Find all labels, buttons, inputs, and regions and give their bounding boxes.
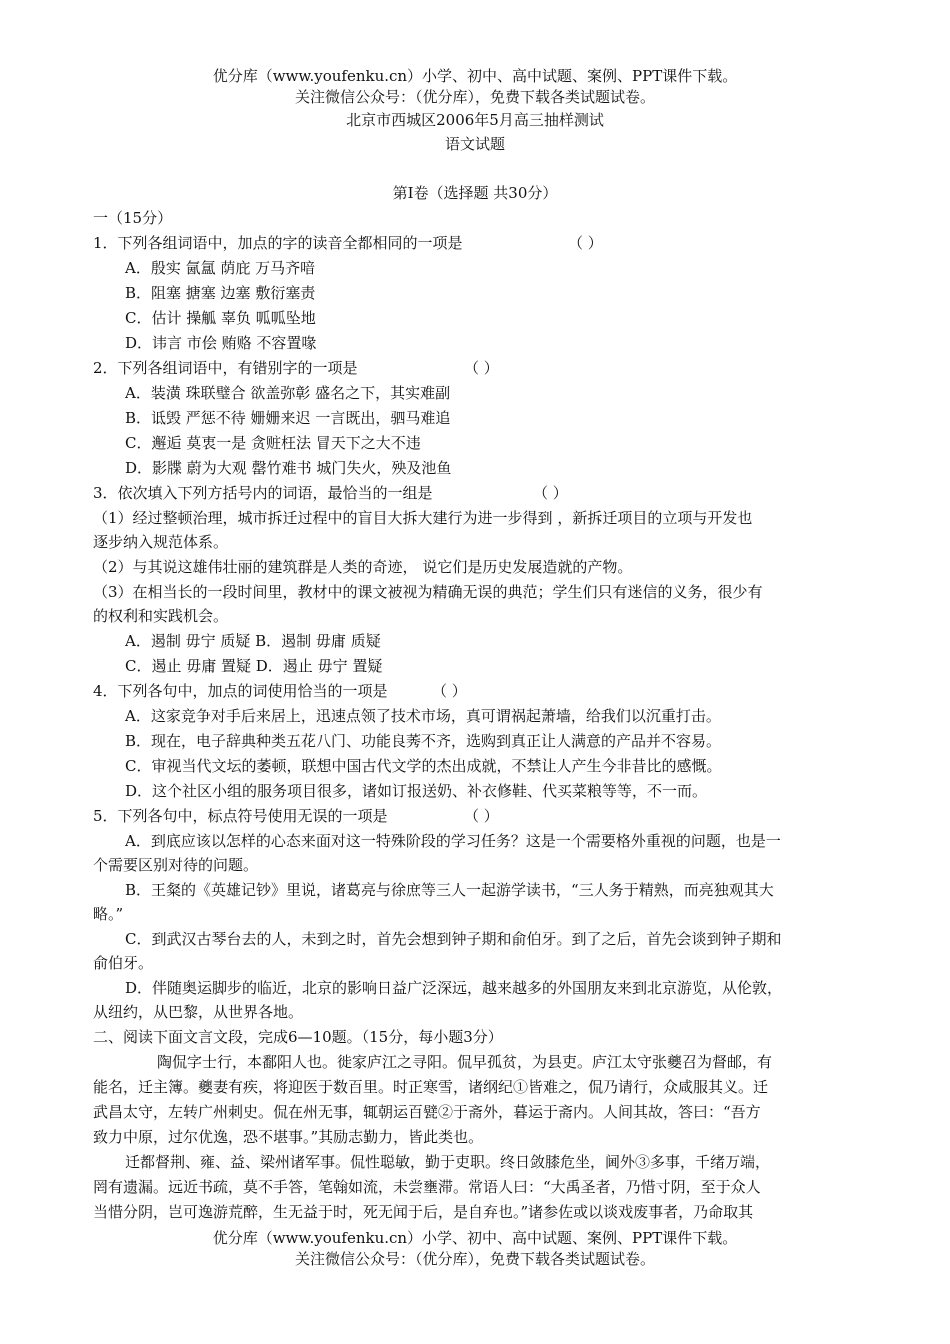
question-4-option-b: B．现在，电子辞典种类五花八门、功能良莠不齐，选购到真正让人满意的产品并不容易。: [125, 732, 722, 750]
question-1-option-d: D．讳言 市侩 贿赂 不容置喙: [125, 334, 317, 352]
question-5-option-c: C．到武汉古琴台去的人，未到之时，首先会想到钟子期和俞伯牙。到了之后，首先会谈到钟子期和: [125, 930, 782, 948]
question-5-option-c-cont: 俞伯牙。: [93, 954, 154, 972]
question-2-bracket: （ ）: [464, 359, 499, 377]
section-title: 第Ⅰ卷（选择题 共30分）: [392, 184, 558, 202]
passage-line: 致力中原，过尔优逸，恐不堪事。”其励志勤力，皆此类也。: [93, 1128, 484, 1146]
question-5-option-a: A．到底应该以怎样的心态来面对这一特殊阶段的学习任务？这是一个需要格外重视的问题，也是一: [125, 832, 781, 850]
question-1-option-c: C．估计 操觚 辜负 呱呱坠地: [125, 309, 316, 327]
part-one-heading: 一（15分）: [93, 209, 173, 227]
question-4-option-c: C．审视当代文坛的萎顿，联想中国古代文学的杰出成就，不禁让人产生今非昔比的感慨。: [125, 757, 722, 775]
question-1-option-a: A．殷实 氤氲 荫庇 万马齐喑: [125, 259, 316, 277]
question-4-option-d: D．这个社区小组的服务项目很多，诸如订报送奶、补衣修鞋、代买菜粮等等，不一而。: [125, 782, 708, 800]
exam-subtitle: 语文试题: [444, 135, 505, 153]
passage-line: 罔有遗漏。远近书疏，莫不手答，笔翰如流，未尝壅滞。常语人曰：“大禹圣者，乃惜寸阴，至于众人: [93, 1178, 761, 1196]
question-3-sentence-3: （3）在相当长的一段时间里，教材中的课文被视为精确无误的典范；学生们只有迷信的义务，很少有: [93, 583, 763, 601]
passage-line: 陶侃字士行，本鄱阳人也。徙家庐江之寻阳。侃早孤贫，为县吏。庐江太守张夔召为督邮，有: [157, 1053, 773, 1071]
question-3-sentence-2: （2）与其说这雄伟壮丽的建筑群是人类的奇迹， 说它们是历史发展造就的产物。: [93, 558, 633, 576]
question-3-options-cd: C．遏止 毋庸 置疑 D．遏止 毋宁 置疑: [125, 657, 383, 675]
question-3-sentence-1-cont: 逐步纳入规范体系。: [93, 533, 229, 551]
question-3-stem: 3．依次填入下列方括号内的词语，最恰当的一组是: [93, 484, 433, 502]
exam-title: 北京市西城区2006年5月高三抽样测试: [346, 111, 604, 129]
question-2-option-d: D．影牒 蔚为大观 罄竹难书 城门失火，殃及池鱼: [125, 459, 452, 477]
question-2-option-b: B．诋毁 严惩不待 姗姗来迟 一言既出，驷马难追: [125, 409, 451, 427]
passage-line: 武昌太守，左转广州刺史。侃在州无事，辄朝运百甓②于斋外，暮运于斋内。人间其故，答曰：“吾方: [93, 1103, 761, 1121]
passage-line: 当惜分阴，岂可逸游荒醉，生无益于时，死无闻于后，是自弃也。”诸参佐或以谈戏废事者，乃命取其: [93, 1203, 754, 1221]
question-5-stem: 5．下列各句中，标点符号使用无误的一项是: [93, 807, 388, 825]
question-4-option-a: A．这家竞争对手后来居上，迅速点领了技术市场，真可谓祸起萧墙，给我们以沉重打击。: [125, 707, 721, 725]
question-3-sentence-3-cont: 的权利和实践机会。: [93, 607, 229, 625]
question-5-option-b: B．王粲的《英雄记钞》里说，诸葛亮与徐庶等三人一起游学读书，“三人务于精熟，而亮独观其大: [125, 881, 774, 899]
question-5-option-b-cont: 略。”: [93, 905, 124, 923]
question-5-option-d-cont: 从纽约，从巴黎，从世界各地。: [93, 1003, 304, 1021]
question-3-options-ab: A．遏制 毋宁 质疑 B．遏制 毋庸 质疑: [125, 632, 381, 650]
passage-line: 迁都督荆、雍、益、梁州诸军事。侃性聪敏，勤于吏职。终日敛膝危坐，阃外③多事，千绪万端，: [125, 1153, 771, 1171]
question-1-stem: 1．下列各组词语中，加点的字的读音全都相同的一项是: [93, 234, 463, 252]
question-2-option-a: A．装潢 珠联璧合 欲盖弥彰 盛名之下，其实难副: [125, 384, 451, 402]
question-3-bracket: （ ）: [533, 484, 568, 502]
question-1-bracket: （ ）: [568, 234, 603, 252]
part-two-heading: 二、阅读下面文言文段，完成6—10题。（15分，每小题3分）: [93, 1028, 503, 1046]
question-1-option-b: B．阻塞 搪塞 边塞 敷衍塞责: [125, 284, 316, 302]
question-4-stem: 4．下列各句中，加点的词使用恰当的一项是: [93, 682, 388, 700]
question-5-bracket: （ ）: [464, 807, 499, 825]
footer-wechat-line: 关注微信公众号：（优分库），免费下载各类试题试卷。: [294, 1250, 655, 1268]
question-5-option-a-cont: 个需要区别对待的问题。: [93, 856, 259, 874]
question-3-sentence-1: （1）经过整顿治理，城市拆迁过程中的盲目大拆大建行为进一步得到 ，新拆迁项目的立项与开发也: [93, 509, 753, 527]
question-5-option-d: D．伴随奥运脚步的临近，北京的影响日益广泛深远，越来越多的外国朋友来到北京游览，从伦敦，: [125, 979, 783, 997]
question-2-stem: 2．下列各组词语中，有错别字的一项是: [93, 359, 358, 377]
question-4-bracket: （ ）: [432, 682, 467, 700]
question-2-option-c: C．邂逅 莫衷一是 贪赃枉法 冒天下之大不违: [125, 434, 421, 452]
footer-ad-line: 优分库（www.youfenku.cn）小学、初中、高中试题、案例、PPT课件下载。: [212, 1229, 738, 1247]
passage-line: 能名，迁主簿。夔妻有疾，将迎医于数百里。时正寒雪，诸纲纪①皆难之，侃乃请行，众咸服其义。迁: [93, 1078, 769, 1096]
header-wechat-line: 关注微信公众号：（优分库），免费下载各类试题试卷。: [294, 88, 655, 106]
header-ad-line: 优分库（www.youfenku.cn）小学、初中、高中试题、案例、PPT课件下载。: [212, 67, 738, 85]
